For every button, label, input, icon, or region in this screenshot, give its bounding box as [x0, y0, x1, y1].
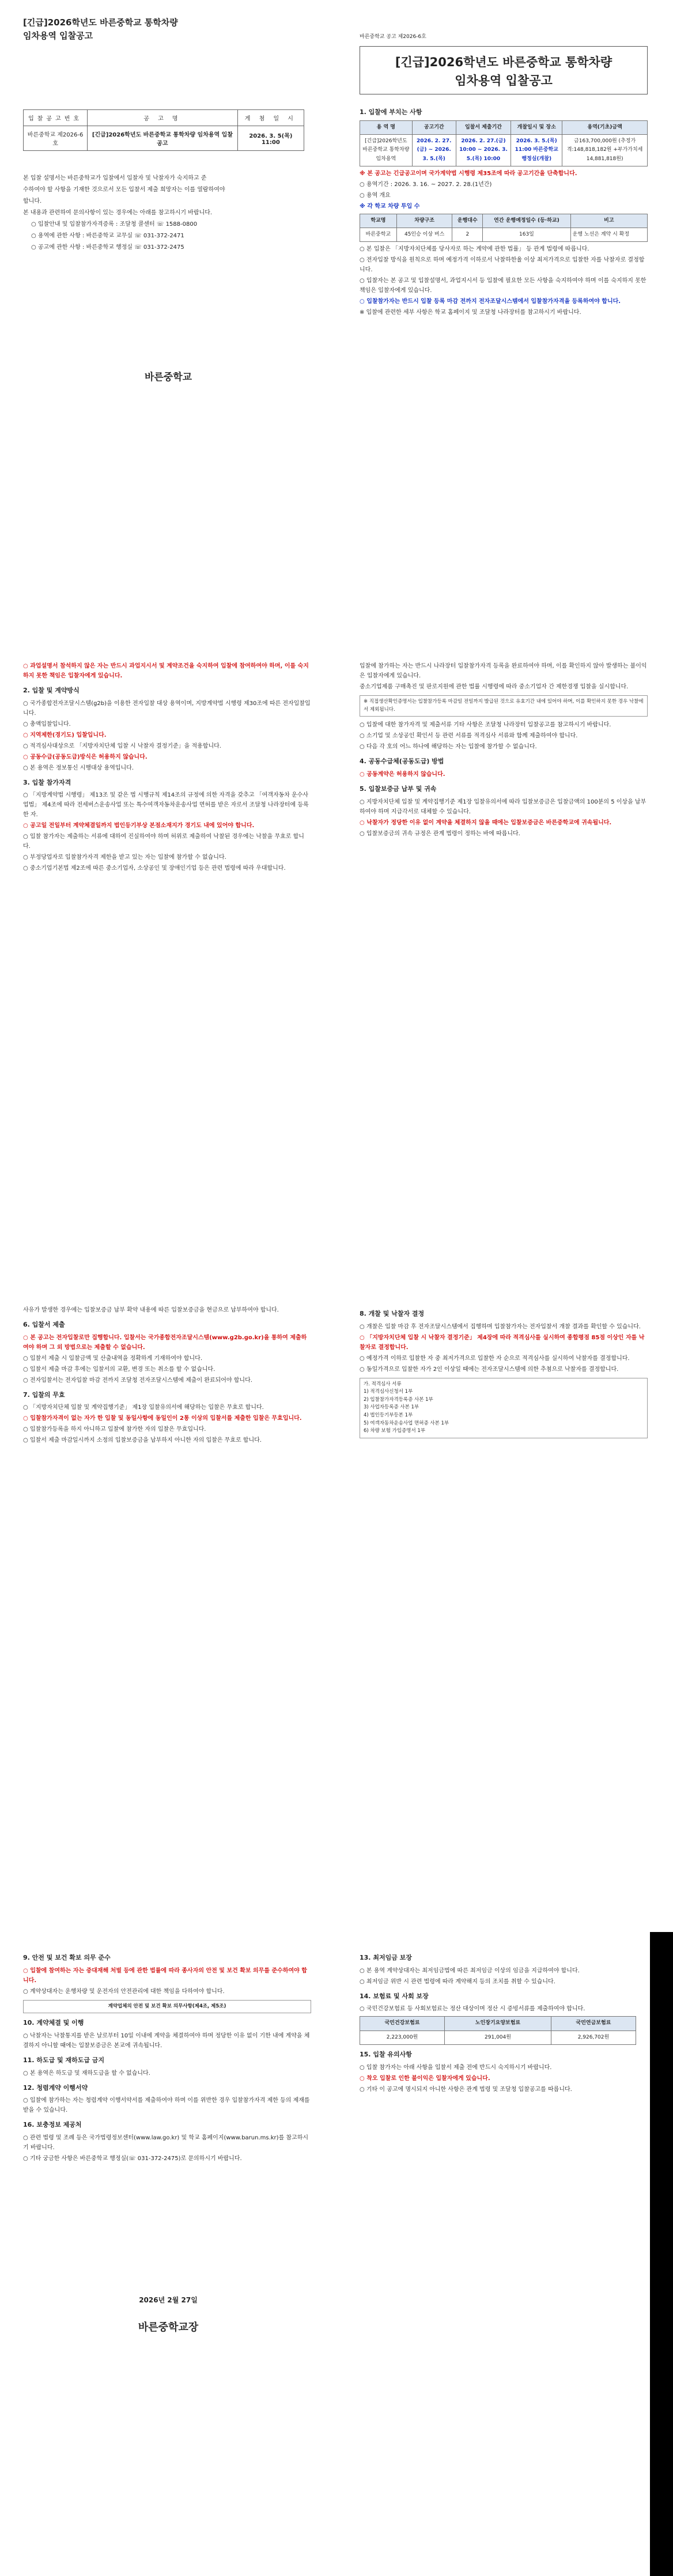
text-line: ○ 최저임금 위반 시 관련 법령에 따라 계약해지 등의 조치를 취할 수 있습니다. [360, 1978, 555, 1985]
text-line: ○ 입찰에 참가하는 자는 청렴계약 이행서약서를 제출하여야 하며 이를 위반한 경우 입찰참가자격 제한 등의 제재를 받을 수 있습니다. [23, 2097, 310, 2114]
text-line: ○ 예정가격 이하로 입찰한 자 중 최저가격으로 입찰한 자 순으로 적격심사를 실시하여 낙찰자를 결정합니다. [360, 1355, 630, 1362]
text-line: ○ 다음 각 호의 어느 하나에 해당하는 자는 입찰에 참가할 수 없습니다. [360, 744, 537, 751]
text-line: ○ 「지방자치단체 입찰 시 낙찰자 결정기준」 제4장에 따라 적격심사를 실시하여 종합평점 85점 이상인 자를 낙찰자로 결정합니다. [360, 1334, 645, 1351]
text-line: ○ 계약상대자는 운행차량 및 운전자의 안전관리에 대한 책임을 다하여야 합니다. [23, 1988, 225, 1995]
text-line: ○ 중소기업기본법 제2조에 따른 중소기업자, 소상공인 및 장애인기업 등은 관련 법령에 따라 우대합니다. [23, 865, 286, 872]
text-line: ○ 부정당업자로 입찰참가자격 제한을 받고 있는 자는 입찰에 참가할 수 없습니다. [23, 854, 226, 861]
section-8 [360, 1304, 648, 1442]
section-heading: 3. 입찰 참가자격 [23, 778, 71, 786]
table-cell: 2,926,702원 [551, 2031, 636, 2044]
text-line: ○ 개찰은 입찰 마감 후 전자조달시스템에서 집행하며 입찰참가자는 전자입찰서 개찰 결과를 확인할 수 있습니다. [360, 1323, 641, 1330]
box-line: 5) 여객자동차운송사업 면허증 사본 1부 [364, 1420, 449, 1426]
page-5 [0, 1288, 337, 1932]
header-post-date: 게 첨 일 시 [237, 110, 304, 126]
text-line: ○ 적격심사대상으로 「지방자치단체 입찰 시 낙찰자 결정기준」을 적용합니다. [23, 743, 221, 749]
text-line: ○ 입찰보증금의 귀속 규정은 관계 법령이 정하는 바에 따릅니다. [360, 830, 520, 837]
text-line: ○ 관련 법령 및 조례 등은 국가법령정보센터(www.law.go.kr) 및 학교 홈페이지(www.barun.ms.kr)를 참고하시기 바랍니다. [23, 2135, 309, 2151]
cover-notes [23, 173, 305, 253]
announcement-info-table [23, 109, 304, 151]
text-line: ○ 기타 궁금한 사항은 바른중학교 행정실(☏ 031-372-2475)로 문의하시기 바랍니다. [23, 2155, 242, 2162]
section-6-7 [23, 1304, 311, 1446]
vehicle-table [360, 214, 648, 243]
col-header: 국민건강보험료 [360, 2017, 445, 2031]
section-2-3 [23, 660, 311, 874]
box-line: 6) 차량 보험 가입증명서 1부 [364, 1428, 426, 1434]
page-8 [337, 1932, 673, 2576]
service-table [360, 120, 648, 166]
section-heading: 9. 안전 및 보건 확보 의무 준수 [23, 1954, 111, 1961]
col-header: 학교명 [360, 214, 397, 228]
text-line: ○ 본 공고는 전자입찰로만 집행합니다. 입찰서는 국가종합전자조달시스템(www.g2b.go.kr)을 통하여 제출하여야 하며 그 외 방법으로는 제출할 수 없습니다. [23, 1334, 307, 1351]
col-header: 국민연금보험료 [551, 2017, 636, 2031]
table-cell: 바른중학교 [360, 228, 397, 242]
text-line: ○ 공동계약은 허용하지 않습니다. [360, 771, 445, 778]
text-line: ○ 용역기간 : 2026. 3. 16. ~ 2027. 2. 28.(1년간) [360, 181, 492, 188]
text-line: ○ 공고일 전일부터 계약체결일까지 법인등기부상 본점소재지가 경기도 내에 있어야 합니다. [23, 823, 255, 829]
text-line: ○ 「지방계약법 시행령」 제13조 및 같은 법 시행규칙 제14조의 규정에 의한 자격을 갖추고 「여객자동차 운수사업법」 제4조에 따라 전세버스운송사업 또는 특수여객자동차운송사업 면허를 받은 자로서 조달청 나라장터에 등록한 자. [23, 792, 309, 819]
section-heading: 15. 입찰 유의사항 [360, 2050, 412, 2058]
table-cell: 163일 [483, 228, 570, 242]
table-cell: [긴급]2026학년도 바른중학교 통학차량 임차용역 [360, 134, 413, 166]
col-header: 공고기간 [412, 120, 456, 134]
cover-title [23, 16, 178, 42]
section-heading: 6. 입찰서 제출 [23, 1321, 65, 1328]
section-heading: 16. 보충정보 제공처 [23, 2121, 82, 2129]
text-line: ○ 전자입찰 방식을 원칙으로 하며 예정가격 이하로서 낙찰하한율 이상 최저가격으로 입찰한 자를 낙찰자로 결정합니다. [360, 257, 645, 274]
document-list-box [360, 1378, 648, 1438]
text-line: ○ 입찰자는 본 공고 및 입찰설명서, 과업지시서 등 입찰에 필요한 모든 사항을 숙지하여야 하며 이를 숙지하지 못한 책임은 입찰자에게 있습니다. [360, 278, 646, 294]
section-1 [360, 103, 648, 319]
notice-line: ※ 본 공고는 긴급공고이며 국가계약법 시행령 제35조에 따라 공고기간을 단축합니다. [360, 170, 577, 177]
announce-date: 2026년 2월 27일 [139, 2296, 198, 2304]
section-heading: 4. 공동수급체(공동도급) 방법 [360, 757, 444, 766]
page-6 [337, 1288, 673, 1932]
table-cell: 2026. 3. 5.(목) 11:00 바른중학교 행정실(개찰) [511, 134, 562, 166]
note-line: 본 내용과 관련하여 문의사항이 있는 경우에는 아래를 참고하시기 바랍니다. [23, 210, 213, 216]
text-line: ○ 입찰에 참여하는 자는 중대재해 처벌 등에 관한 법률에 따라 종사자의 안전 및 보건 확보 의무를 준수하여야 합니다. [23, 1967, 307, 1984]
text-line: ○ 국민건강보험료 등 사회보험료는 정산 대상이며 정산 시 증빙서류를 제출하여야 합니다. [360, 2006, 585, 2013]
section-13-15 [360, 1948, 636, 2096]
text-line: ○ 입찰참가자는 반드시 입찰 등록 마감 전까지 전자조달시스템에서 입찰참가자격을 등록하여야 합니다. [360, 298, 621, 305]
text-line: ○ 입찰서 제출 시 입찰금액 및 산출내역을 정확하게 기재하여야 합니다. [23, 1355, 202, 1362]
text-line: ○ 「지방자치단체 입찰 및 계약집행기준」 제1장 입찰유의서에 해당하는 입찰은 무효로 합니다. [23, 1404, 264, 1411]
note-line: 수하여야 할 사항을 기재한 것으로서 모든 입찰서 제출 희망자는 이를 열람하여야 [23, 187, 225, 193]
text-line: ○ 동일가격으로 입찰한 자가 2인 이상일 때에는 전자조달시스템에 의한 추첨으로 낙찰자를 결정합니다. [360, 1366, 619, 1373]
header-announce-name: 공 고 명 [88, 110, 238, 126]
text-line: ○ 입찰서 제출 마감일시까지 소정의 입찰보증금을 납부하지 아니한 자의 입찰은 무효로 합니다. [23, 1437, 262, 1444]
cover-title-line-2: 임차용역 입찰공고 [23, 30, 93, 41]
table-cell: 2026. 2. 27.(금) ~ 2026. 3. 5.(목) [412, 134, 456, 166]
table-cell: 운행 노선은 계약 시 확정 [570, 228, 647, 242]
text-line: ○ 낙찰자는 낙찰통지를 받은 날로부터 10일 이내에 계약을 체결하여야 하며 정당한 이유 없이 기한 내에 계약을 체결하지 아니할 때에는 입찰보증금은 본교에 귀속됩니다. [23, 2032, 310, 2049]
table-cell: 금163,700,000원 (추정가격:148,818,182원 +부가가치세 14,881,818원) [562, 134, 648, 166]
text-line: ○ 입찰참가등록을 하지 아니하고 입찰에 참가한 자의 입찰은 무효입니다. [23, 1426, 206, 1433]
col-header: 입찰서 제출기간 [456, 120, 511, 134]
section-heading: 7. 입찰의 무효 [23, 1391, 65, 1399]
text-line: ○ 본 용역은 하도급 및 재하도급을 할 수 없습니다. [23, 2070, 150, 2077]
text-line: ○ 전자입찰서는 전자입찰 마감 전까지 조달청 전자조달시스템에 제출이 완료되어야 합니다. [23, 1377, 252, 1384]
col-header: 개찰일시 및 장소 [511, 120, 562, 134]
section-heading: 5. 입찰보증금 납부 및 귀속 [360, 785, 437, 793]
page-7 [0, 1932, 337, 2576]
section-heading: 12. 청렴계약 이행서약 [23, 2083, 88, 2092]
text-line: ○ 입찰에 대한 참가자격 및 제출서류 기타 사항은 조달청 나라장터 입찰공고를 참고하시기 바랍니다. [360, 722, 611, 729]
text-line: ※ 입찰에 관련한 세부 사항은 학교 홈페이지 및 조달청 나라장터를 참고하시기 바랍니다. [360, 309, 581, 316]
section-heading: 11. 하도급 및 재하도급 금지 [23, 2056, 105, 2064]
page-title-line-1: [긴급]2026학년도 바른중학교 통학차량 [395, 55, 612, 69]
text-line: ○ 본 용역은 정보통신 시행대상 용역입니다. [23, 764, 134, 771]
notice-box: ※ 직접생산확인증명서는 입찰참가등록 마감일 전일까지 발급된 것으로 유효기간 내에 있어야 하며, 이를 확인하지 못한 경우 낙찰에서 제외됩니다. [360, 695, 648, 717]
contact-line: ○ 입찰안내 및 입찰참가자격증록 : 조달청 콜센터 ☏ 1588-0800 [31, 221, 198, 228]
page-3 [0, 644, 337, 1288]
text-line: ○ 용역 개요 [360, 192, 391, 199]
box-line: 가. 적격심사 서류 [364, 1381, 402, 1387]
col-header: 용역(기초)금액 [562, 120, 648, 134]
text-line: ○ 지역제한(경기도) 입찰입니다. [23, 732, 107, 738]
section-9-12 [23, 1948, 311, 2165]
cell-post-date: 2026. 3. 5(목) 11:00 [237, 126, 304, 151]
note-line: 본 입찰 설명서는 바른중학교가 입찰에서 입찰자 및 낙찰자가 숙지하고 준 [23, 175, 207, 181]
text-line: ○ 본 용역 계약상대자는 최저임금법에 따른 최저임금 이상의 임금을 지급하여야 합니다. [360, 1967, 580, 1974]
cell-announce-name: [긴급]2026학년도 바른중학교 통학차량 임차용역 입찰공고 [88, 126, 238, 151]
text-line: ○ 입찰참가자격이 없는 자가 한 입찰 및 동일사항에 동일인이 2통 이상의 입찰서를 제출한 입찰은 무효입니다. [23, 1415, 302, 1422]
col-header: 차량구조 [396, 214, 452, 228]
text-line: ○ 소기업 및 소상공인 확인서 등 관련 서류를 적격심사 서류와 함께 제출하여야 합니다. [360, 733, 578, 740]
safety-box: 계약업체의 안전 및 보건 확보 의무사항(제4조, 제5조) [23, 2000, 311, 2014]
cover-page [0, 0, 337, 644]
page-title-line-2: 임차용역 입찰공고 [455, 73, 553, 88]
text-line: 입찰에 참가하는 자는 반드시 나라장터 입찰참가자격 등록을 완료하여야 하며, 이를 확인하지 않아 발생하는 불이익은 입찰자에게 있습니다. [360, 663, 647, 679]
col-header: 비고 [570, 214, 647, 228]
table-cell: 2026. 2. 27.(금) 10:00 ~ 2026. 3. 5.(목) 10:00 [456, 134, 511, 166]
table-cell: 2,223,000원 [360, 2031, 445, 2044]
text-line: ○ 착오 입찰로 인한 불이익은 입찰자에게 있습니다. [360, 2075, 490, 2082]
section-heading: 8. 개찰 및 낙찰자 결정 [360, 1310, 425, 1317]
text-line: ○ 본 입찰은 「지방자치단체를 당사자로 하는 계약에 관한 법률」 등 관계 법령에 따릅니다. [360, 246, 589, 253]
cell-announce-no: 바른중학교 제2026-6호 [24, 126, 88, 151]
insurance-table [360, 2016, 636, 2045]
section-heading: 1. 입찰에 부치는 사항 [360, 108, 422, 116]
table-cell: 2 [452, 228, 483, 242]
text-line: ○ 국가종합전자조달시스템(g2b)을 이용한 전자입찰 대상 용역이며, 지방계약법 시행령 제30조에 따른 전자입찰입니다. [23, 700, 311, 717]
page-title-box [360, 46, 648, 94]
section-heading: 2. 입찰 및 계약방식 [23, 687, 80, 694]
text-line: ○ 낙찰자가 정당한 이유 없이 계약을 체결하지 않을 때에는 입찰보증금은 바른중학교에 귀속됩니다. [360, 819, 612, 826]
text-line: ○ 기타 이 공고에 명시되지 아니한 사항은 관계 법령 및 조달청 입찰공고를 따릅니다. [360, 2086, 572, 2093]
box-line: 4) 법인등기부등본 1부 [364, 1412, 413, 1419]
cover-title-line-1: [긴급]2026학년도 바른중학교 통학차량 [23, 17, 178, 28]
page-4 [337, 644, 673, 1288]
col-header: 용 역 명 [360, 120, 413, 134]
notice-line: ○ 과업설명서 참석하지 않은 자는 반드시 과업지시서 및 계약조건을 숙지하여 입찰에 참여하여야 하며, 이를 숙지하지 못한 책임은 입찰자에게 있습니다. [23, 663, 309, 679]
text-line: ○ 지방자치단체 입찰 및 계약집행기준 제1장 입찰유의서에 따라 입찰보증금은 입찰금액의 100분의 5 이상을 납부하여야 하며 지급각서로 대체할 수 있습니다. [360, 798, 646, 815]
text-line: ○ 총액입찰입니다. [23, 721, 71, 728]
contact-line: ○ 용역에 관한 사항 : 바른중학교 교무실 ☏ 031-372-2471 [31, 233, 184, 239]
text-line: 중소기업제품 구매촉진 및 판로지원에 관한 법률 시행령에 따라 중소기업자 간 제한경쟁 입찰을 실시합니다. [360, 684, 629, 690]
text-line: ※ 각 학교 차량 투입 수 [360, 203, 420, 210]
header-announce-no: 입찰공고번호 [24, 110, 88, 126]
text-line: 사유가 발생한 경우에는 입찰보증금 납부 확약 내용에 따른 입찰보증금을 현금으로 납부하여야 합니다. [23, 1307, 279, 1313]
text-line: ○ 공동수급(공동도급)방식은 허용하지 않습니다. [23, 753, 148, 760]
section-4-5 [360, 660, 648, 840]
note-line: 합니다. [23, 198, 42, 204]
col-header: 노인장기요양보험료 [445, 2017, 551, 2031]
page-2 [337, 0, 673, 644]
col-header: 운행대수 [452, 214, 483, 228]
table-cell: 291,004원 [445, 2031, 551, 2044]
principal-signature: 바른중학교장 [138, 2321, 199, 2333]
text-line: ○ 입찰 참가자는 제출하는 서류에 대하여 진실하여야 하며 허위로 제출하여 낙찰된 경우에는 낙찰을 무효로 합니다. [23, 834, 304, 850]
school-name: 바른중학교 [144, 372, 192, 383]
col-header: 연간 운행예정일수 (등·하교) [483, 214, 570, 228]
scan-edge [650, 1932, 673, 2576]
section-heading: 10. 계약체결 및 이행 [23, 2019, 84, 2027]
section-heading: 14. 보험료 및 사회 보장 [360, 1992, 429, 2000]
box-line: 2) 입찰참가자격등록증 사본 1부 [364, 1396, 433, 1403]
text-line: ○ 입찰서 제출 마감 후에는 입찰서의 교환, 변경 또는 취소를 할 수 없습니다. [23, 1366, 215, 1373]
contact-line: ○ 공고에 관한 사항 : 바른중학교 행정실 ☏ 031-372-2475 [31, 244, 184, 251]
announce-header: 바른중학교 공고 제2026-6호 [360, 34, 426, 40]
box-line: 3) 사업자등록증 사본 1부 [364, 1404, 419, 1411]
box-line: 1) 적격심사신청서 1부 [364, 1389, 413, 1395]
section-heading: 13. 최저임금 보장 [360, 1954, 412, 1961]
text-line: ○ 입찰 참가자는 아래 사항을 입찰서 제출 전에 반드시 숙지하시기 바랍니다. [360, 2064, 552, 2071]
table-cell: 45인승 이상 버스 [396, 228, 452, 242]
